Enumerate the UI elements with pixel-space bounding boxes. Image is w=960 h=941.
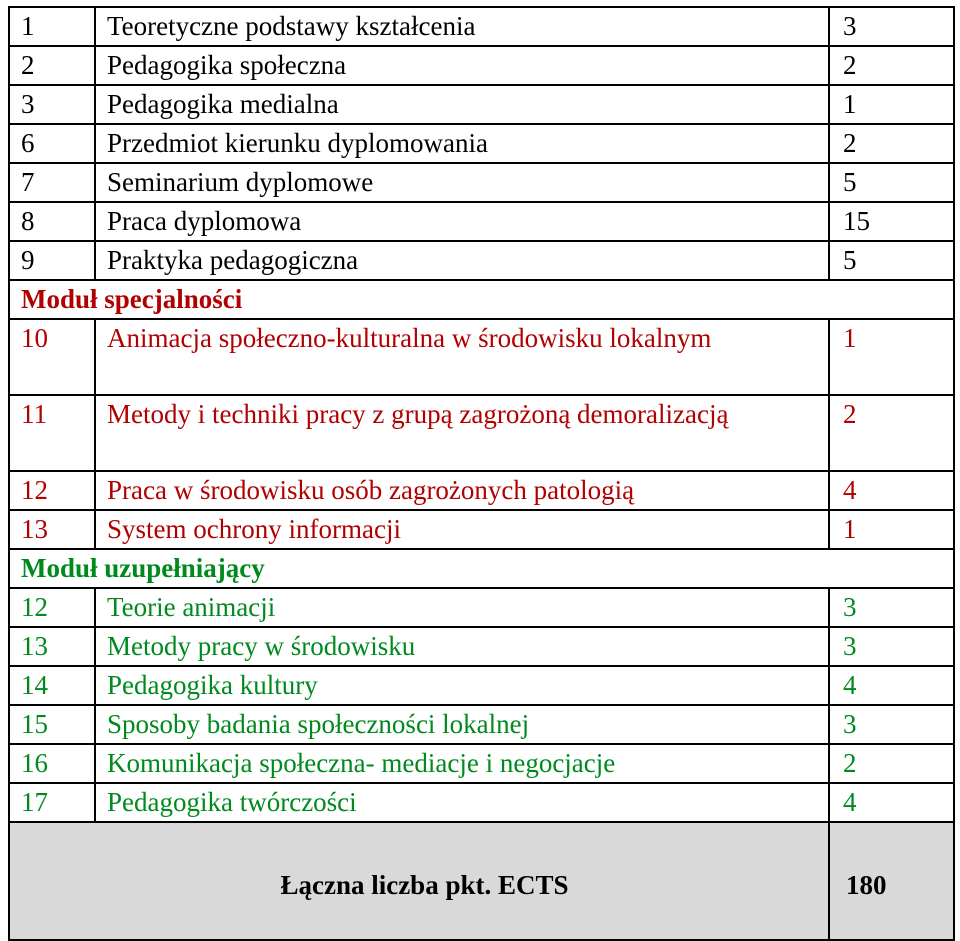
ects-value: 1 [829, 319, 954, 395]
course-name: Pedagogika kultury [95, 666, 829, 705]
ects-value: 3 [829, 705, 954, 744]
course-name: Metody pracy w środowisku [95, 627, 829, 666]
row-number: 13 [9, 627, 95, 666]
ects-value: 15 [829, 202, 954, 241]
course-name: Praca w środowisku osób zagrożonych patologią [95, 471, 829, 510]
table-row [9, 46, 954, 85]
section-header-specialty [9, 280, 954, 319]
table-row [9, 471, 954, 510]
row-number: 12 [9, 471, 95, 510]
ects-value: 5 [829, 163, 954, 202]
row-number: 10 [9, 319, 95, 395]
table-row [9, 319, 954, 395]
ects-value: 1 [829, 85, 954, 124]
row-number: 16 [9, 744, 95, 783]
row-number: 9 [9, 241, 95, 280]
row-number: 3 [9, 85, 95, 124]
total-label: Łączna liczba pkt. ECTS [9, 822, 829, 940]
row-number: 8 [9, 202, 95, 241]
ects-value: 3 [829, 627, 954, 666]
table-row [9, 588, 954, 627]
course-name: Teorie animacji [95, 588, 829, 627]
ects-table [8, 6, 955, 941]
course-name: Teoretyczne podstawy kształcenia [95, 7, 829, 46]
table-row [9, 744, 954, 783]
ects-value: 1 [829, 510, 954, 549]
row-number: 6 [9, 124, 95, 163]
row-number: 2 [9, 46, 95, 85]
table-row [9, 241, 954, 280]
ects-value: 2 [829, 395, 954, 471]
table-row [9, 202, 954, 241]
ects-value: 3 [829, 588, 954, 627]
course-name: Przedmiot kierunku dyplomowania [95, 124, 829, 163]
table-row [9, 163, 954, 202]
table-row [9, 85, 954, 124]
course-name: Metody i techniki pracy z grupą zagrożoną demoralizacją [95, 395, 829, 471]
total-row [9, 822, 954, 940]
row-number: 11 [9, 395, 95, 471]
course-name: Praktyka pedagogiczna [95, 241, 829, 280]
section-title: Moduł uzupełniający [9, 549, 954, 588]
course-name: System ochrony informacji [95, 510, 829, 549]
course-name: Komunikacja społeczna- mediacje i negocjacje [95, 744, 829, 783]
table-row [9, 666, 954, 705]
ects-value: 2 [829, 46, 954, 85]
ects-value: 2 [829, 124, 954, 163]
row-number: 1 [9, 7, 95, 46]
table-row [9, 124, 954, 163]
section-title: Moduł specjalności [9, 280, 954, 319]
row-number: 14 [9, 666, 95, 705]
ects-value: 4 [829, 783, 954, 822]
row-number: 15 [9, 705, 95, 744]
row-number: 17 [9, 783, 95, 822]
ects-value: 4 [829, 666, 954, 705]
ects-value: 2 [829, 744, 954, 783]
table-row [9, 705, 954, 744]
course-name: Praca dyplomowa [95, 202, 829, 241]
row-number: 12 [9, 588, 95, 627]
course-name: Sposoby badania społeczności lokalnej [95, 705, 829, 744]
course-name: Seminarium dyplomowe [95, 163, 829, 202]
table-row [9, 783, 954, 822]
course-name: Pedagogika medialna [95, 85, 829, 124]
section-header-supplementary [9, 549, 954, 588]
ects-value: 5 [829, 241, 954, 280]
row-number: 7 [9, 163, 95, 202]
table-row [9, 7, 954, 46]
table-row [9, 627, 954, 666]
course-name: Pedagogika społeczna [95, 46, 829, 85]
course-name: Pedagogika twórczości [95, 783, 829, 822]
row-number: 13 [9, 510, 95, 549]
ects-value: 4 [829, 471, 954, 510]
course-name: Animacja społeczno-kulturalna w środowisku lokalnym [95, 319, 829, 395]
total-value: 180 [829, 822, 954, 940]
table-row [9, 510, 954, 549]
table-row [9, 395, 954, 471]
ects-value: 3 [829, 7, 954, 46]
